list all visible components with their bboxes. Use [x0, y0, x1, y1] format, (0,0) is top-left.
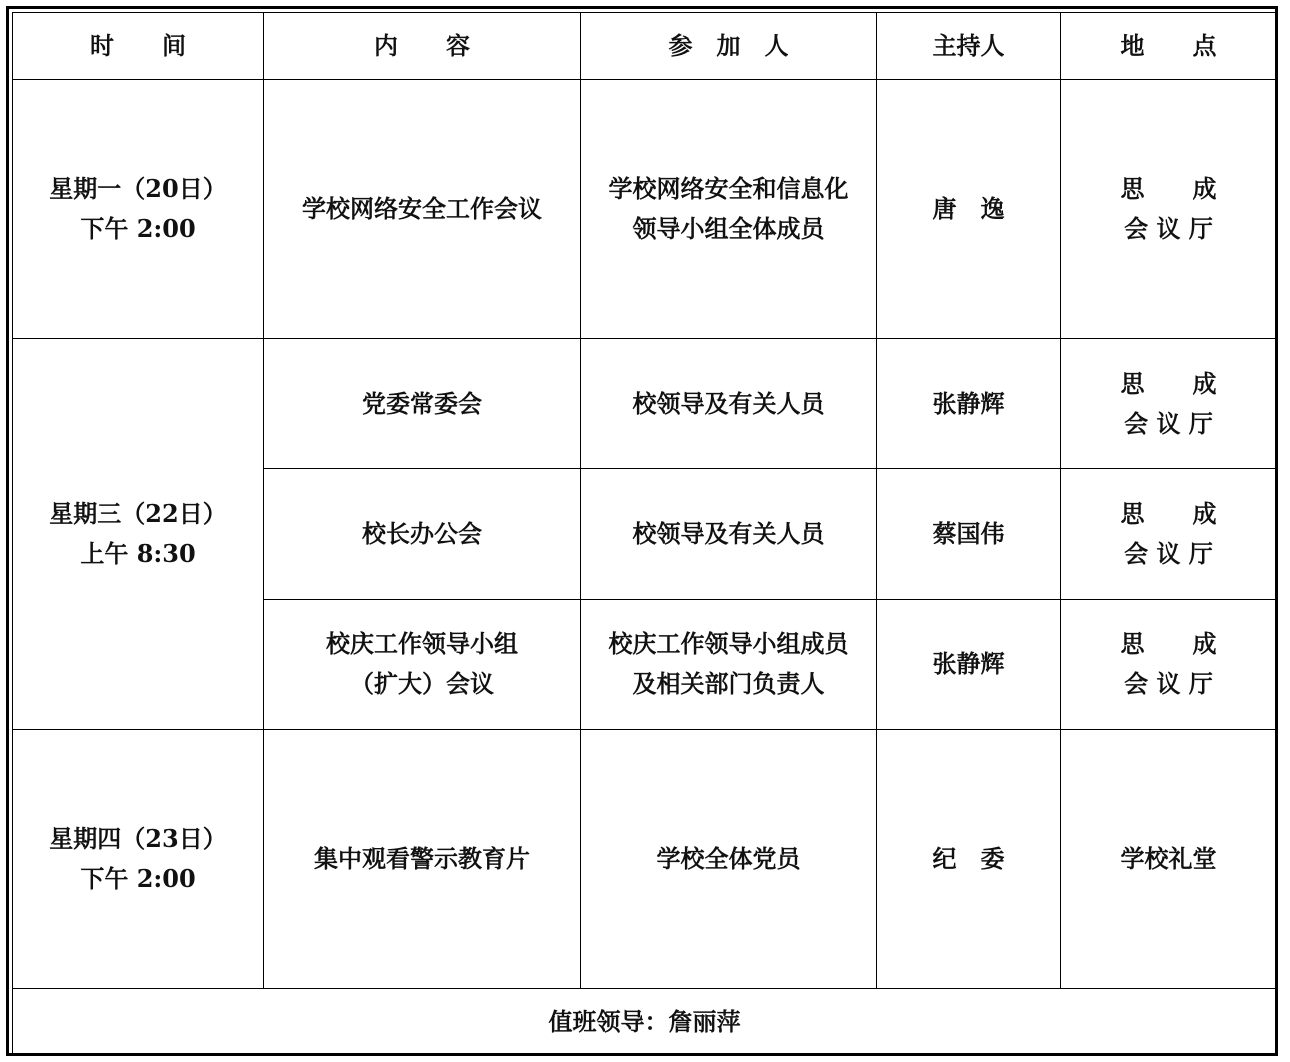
- attendees-cell: 校庆工作领导小组成员 及相关部门负责人: [581, 599, 877, 729]
- host-cell: 蔡国伟: [877, 469, 1061, 599]
- table-row: [13, 338, 1277, 468]
- host-cell: 张静辉: [877, 338, 1061, 468]
- duty-leader: 值班领导：詹丽萍: [13, 988, 1277, 1055]
- location-cell: 学校礼堂: [1061, 730, 1277, 989]
- location-cell: 思 成 会 议 厅: [1061, 80, 1277, 339]
- table-row: [13, 80, 1277, 339]
- time-cell: [13, 338, 264, 729]
- content-cell: 集中观看警示教育片: [264, 730, 581, 989]
- header-host: 主持人: [877, 13, 1061, 80]
- header-row: [13, 13, 1277, 80]
- day-label: 星期一（20日）: [49, 174, 227, 204]
- day-label: 星期四（23日）: [49, 823, 227, 853]
- day-label: 星期三（22日）: [49, 498, 227, 528]
- content-cell: 校长办公会: [264, 469, 581, 599]
- host-cell: 唐 逸: [877, 80, 1061, 339]
- time-label: 下午 2:00: [80, 214, 196, 244]
- time-cell: [13, 730, 264, 989]
- footer-row: [13, 988, 1277, 1055]
- host-cell: 张静辉: [877, 599, 1061, 729]
- host-cell: 纪 委: [877, 730, 1061, 989]
- header-content: 内 容: [264, 13, 581, 80]
- location-cell: 思 成 会 议 厅: [1061, 599, 1277, 729]
- content-cell: 党委常委会: [264, 338, 581, 468]
- content-cell: 校庆工作领导小组 （扩大）会议: [264, 599, 581, 729]
- attendees-cell: 校领导及有关人员: [581, 469, 877, 599]
- time-label: 上午 8:30: [80, 538, 196, 568]
- content-cell: 学校网络安全工作会议: [264, 80, 581, 339]
- weekly-meeting-schedule-table: [12, 12, 1277, 1056]
- attendees-cell: 学校全体党员: [581, 730, 877, 989]
- attendees-cell: 校领导及有关人员: [581, 338, 877, 468]
- location-cell: 思 成 会 议 厅: [1061, 469, 1277, 599]
- header-attendees: 参 加 人: [581, 13, 877, 80]
- table-row: [13, 730, 1277, 989]
- attendees-cell: 学校网络安全和信息化 领导小组全体成员: [581, 80, 877, 339]
- header-location: 地 点: [1061, 13, 1277, 80]
- time-label: 下午 2:00: [80, 863, 196, 893]
- time-cell: [13, 80, 264, 339]
- location-cell: 思 成 会 议 厅: [1061, 338, 1277, 468]
- header-time: 时 间: [13, 13, 264, 80]
